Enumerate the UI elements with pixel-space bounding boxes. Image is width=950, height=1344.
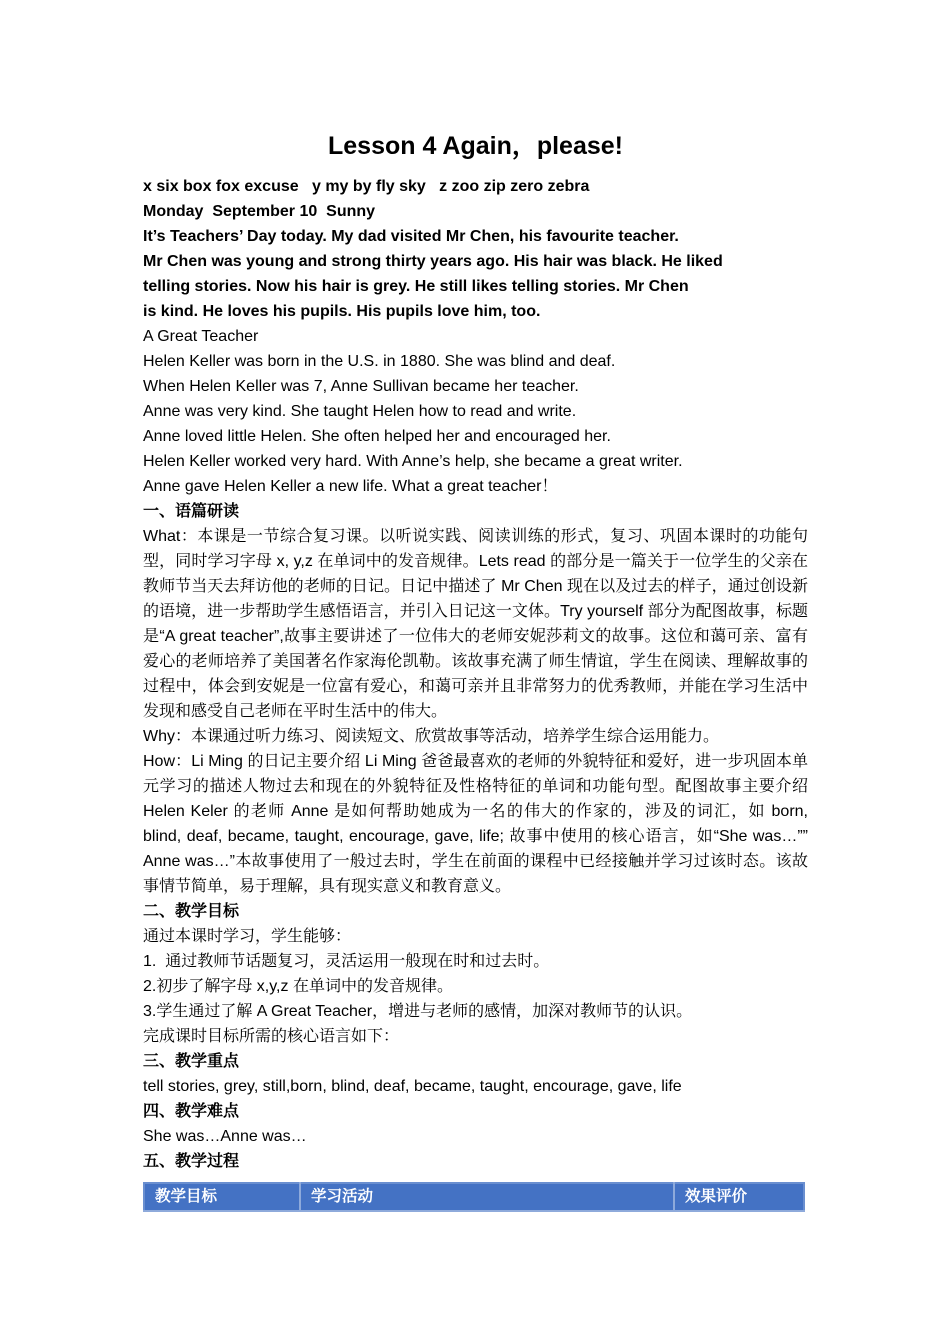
section-heading-difficulties: 四、教学难点: [143, 1103, 240, 1120]
section-heading-text-analysis: 一、语篇研读: [143, 503, 240, 520]
page-title: Lesson 4 Again，please!: [328, 132, 623, 160]
table-header-row: [144, 1183, 804, 1211]
goal-item-2: 2.初步了解字母 x,y,z 在单词中的发音规律。: [143, 978, 453, 995]
story-line: Helen Keller was born in the U.S. in 1880. She was blind and deaf.: [143, 353, 616, 370]
goal-item-1: 1. 通过教师节话题复习，灵活运用一般现在时和过去时。: [143, 953, 550, 970]
document-page: [143, 128, 808, 1212]
diary-date-line: Monday September 10 Sunny: [143, 203, 376, 220]
section-heading-teaching-goals: 二、教学目标: [143, 903, 240, 920]
difficulties-content: She was…Anne was…: [143, 1128, 307, 1145]
story-line: Helen Keller worked very hard. With Anne’s help, she became a great writer.: [143, 453, 683, 470]
table-header-teaching-goal: 教学目标: [144, 1183, 300, 1211]
analysis-what-paragraph: What：本课是一节综合复习课。以听说实践、阅读训练的形式，复习、巩固本课时的功能句型，同时学习字母 x, y,z 在单词中的发音规律。Lets read 的部分是一篇关于一位学生的父亲在教师节当天去拜访他的老师的日记。日记中描述了 Mr Chen 现在以及过去的样子，通过创设新的语境，进一步帮助学生感悟语言，并引入日记这一文体。Try yourself 部分为配图故事，标题是“A great teacher”,故事主要讲述了一位伟大的老师安妮莎莉文的故事。这位和蔼可亲、富有爱心的老师培养了美国著名作家海伦凯勒。该故事充满了师生情谊，学生在阅读、理解故事的过程中，体会到安妮是一位富有爱心，和蔼可亲并且非常努力的优秀教师，并能在学习生活中发现和感受自己老师在平时生活中的伟大。: [143, 528, 808, 720]
story-line: Anne was very kind. She taught Helen how to read and write.: [143, 403, 577, 420]
phonics-line: x six box fox excuse y my by fly sky z zoo zip zero zebra: [143, 178, 590, 195]
key-points-content: tell stories, grey, still,born, blind, deaf, became, taught, encourage, gave, life: [143, 1078, 682, 1095]
diary-line: telling stories. Now his hair is grey. He still likes telling stories. Mr Chen: [143, 278, 689, 295]
goal-item-3: 3.学生通过了解 A Great Teacher，增进与老师的感情，加深对教师节的认识。: [143, 1003, 693, 1020]
story-title: A Great Teacher: [143, 328, 259, 345]
analysis-how-paragraph: How：Li Ming 的日记主要介绍 Li Ming 爸爸最喜欢的老师的外貌特征和爱好，进一步巩固本单元学习的描述人物过去和现在的外貌特征及性格特征的单词和功能句型。配图故事主要介绍 Helen Keler 的老师 Anne 是如何帮助她成为一名的伟大的作家的，涉及的词汇，如 born, blind, deaf, became, taught, encourage, gave, life; 故事中使用的核心语言，如“She was…”” Anne was…”本故事使用了一般过去时，学生在前面的课程中已经接触并学习过该时态。该故事情节简单，易于理解，具有现实意义和教育意义。: [143, 753, 808, 895]
section-heading-teaching-process: 五、教学过程: [143, 1153, 240, 1170]
story-line: When Helen Keller was 7, Anne Sullivan became her teacher.: [143, 378, 579, 395]
story-line: Anne gave Helen Keller a new life. What a great teacher！: [143, 478, 558, 495]
diary-line: It’s Teachers’ Day today. My dad visited Mr Chen, his favourite teacher.: [143, 228, 679, 245]
teaching-process-table: [143, 1182, 805, 1212]
section-heading-key-points: 三、教学重点: [143, 1053, 240, 1070]
analysis-why-paragraph: Why：本课通过听力练习、阅读短文、欣赏故事等活动，培养学生综合运用能力。: [143, 728, 720, 745]
diary-line: Mr Chen was young and strong thirty years ago. His hair was black. He liked: [143, 253, 723, 270]
story-line: Anne loved little Helen. She often helped her and encouraged her.: [143, 428, 611, 445]
goals-intro: 通过本课时学习，学生能够：: [143, 928, 352, 945]
table-header-effect-evaluation: 效果评价: [674, 1183, 804, 1211]
table-header-learning-activity: 学习活动: [300, 1183, 674, 1211]
goals-outro: 完成课时目标所需的核心语言如下：: [143, 1028, 400, 1045]
diary-line: is kind. He loves his pupils. His pupils love him, too.: [143, 303, 541, 320]
